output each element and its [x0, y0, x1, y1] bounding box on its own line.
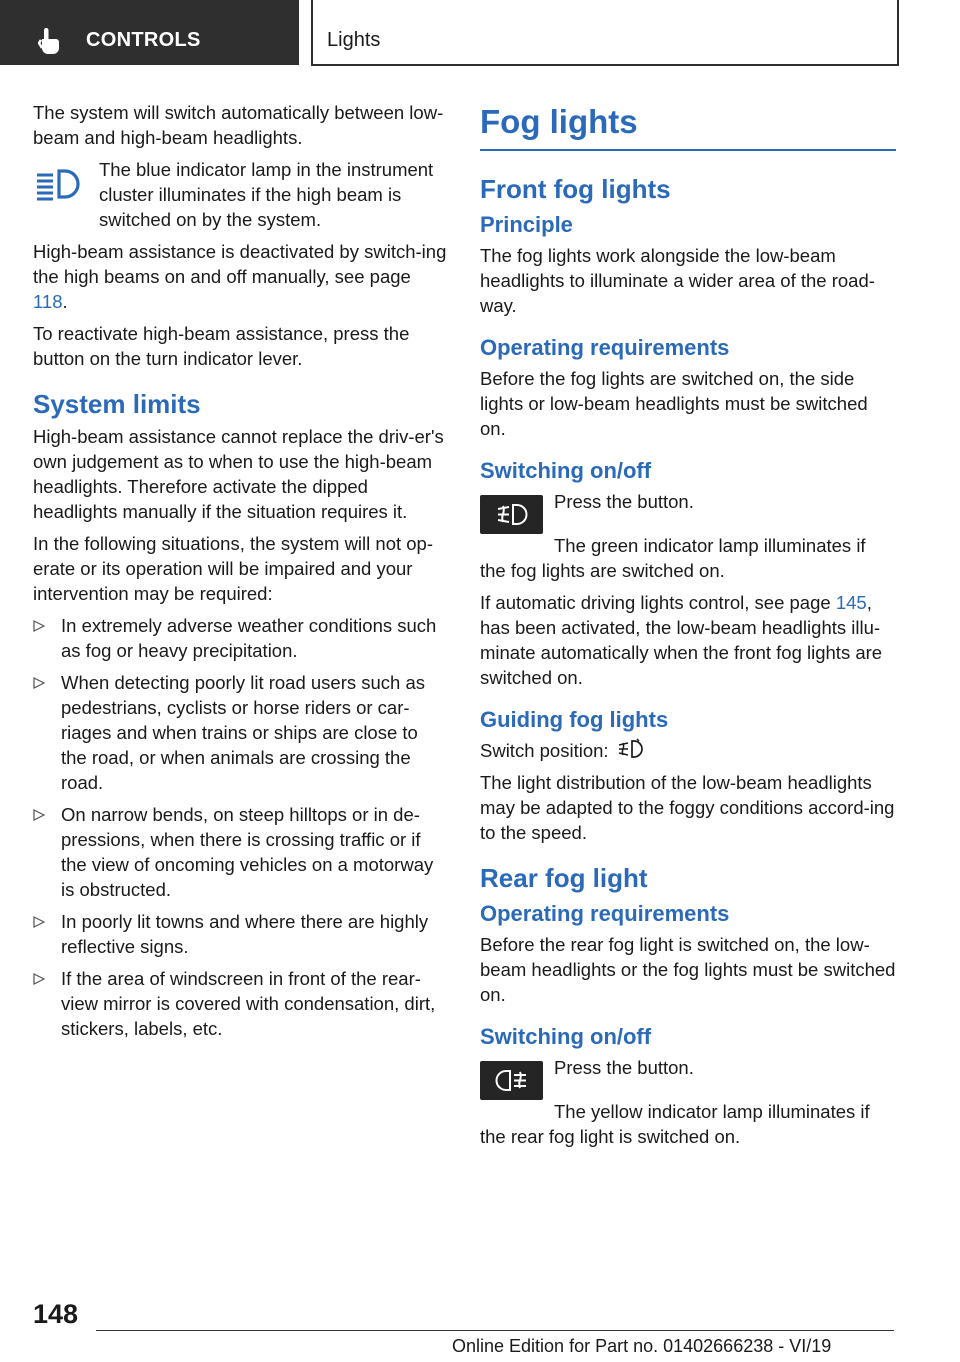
triangle-bullet-icon	[33, 677, 45, 689]
paragraph-press-button-rear: Press the button.	[554, 1057, 694, 1078]
text-deactivate: High-beam assistance is deactivated by switch-ing the high beams on and off manually, see page	[33, 241, 447, 287]
paragraph-blue-indicator: The blue indicator lamp in the instrument cluster illuminates if the high beam is switched on by the system.	[99, 159, 434, 230]
heading-switching-on-off: Switching on/off	[480, 458, 652, 483]
section-tab-controls[interactable]	[0, 0, 299, 65]
edition-text: Online Edition for Part no. 01402666238 - VI/19	[452, 1336, 832, 1356]
text-switch-position: Switch position:	[480, 740, 609, 761]
footer-divider	[96, 1330, 894, 1331]
rear-fog-button-row	[480, 1055, 896, 1105]
high-beam-indicator-icon	[33, 167, 83, 201]
list-item-text: If the area of windscreen in front of the rear-view mirror is covered with condensation, dirt, stickers, labels, etc.	[61, 968, 436, 1039]
text-auto-lights-rest: , has been activated, the low-beam headlights illu-minate automatically when the front fog lights are switched on.	[480, 592, 883, 688]
paragraph-reactivate: To reactivate high-beam assistance, press the button on the turn indicator lever.	[33, 323, 410, 369]
page-header	[0, 0, 960, 66]
page-link-118[interactable]: 118	[33, 291, 63, 312]
heading-rear-fog: Rear fog light	[480, 863, 648, 893]
list-item-text: On narrow bends, on steep hilltops or in de-pressions, when there is crossing traffic or if the view of oncoming vehicles on a motorway is obstructed.	[61, 804, 434, 900]
paragraph-requirements: Before the fog lights are switched on, the side lights or low-beam headlights must be switched on.	[480, 368, 868, 439]
high-beam-indicator-row	[33, 157, 447, 232]
heading-operating-requirements: Operating requirements	[480, 335, 730, 360]
page-link-145[interactable]: 145	[835, 592, 867, 613]
list-item	[33, 613, 447, 663]
front-fog-light-button-icon	[480, 495, 543, 534]
triangle-bullet-icon	[33, 973, 45, 985]
heading-operating-requirements-rear: Operating requirements	[480, 901, 730, 926]
rear-fog-button[interactable]	[480, 1061, 543, 1100]
triangle-bullet-icon	[33, 916, 45, 928]
section-tab-label: CONTROLS	[86, 29, 201, 51]
list-item	[33, 966, 447, 1041]
paragraph-switch-position	[480, 738, 896, 763]
list-item-text: When detecting poorly lit road users such as pedestrians, cyclists or horse riders or car-riages and when trains or ships are close to the road, or when animals are crossing the road.	[61, 672, 426, 793]
left-column	[33, 100, 447, 1048]
heading-system-limits: System limits	[33, 389, 201, 419]
text-auto-lights: If automatic driving lights control, see page	[480, 592, 836, 613]
rear-fog-light-button-icon	[480, 1061, 543, 1100]
guiding-fog-light-icon	[617, 738, 643, 760]
list-item	[33, 909, 447, 959]
paragraph-auto-lights	[480, 590, 896, 690]
paragraph-guiding: The light distribution of the low-beam headlights may be adapted to the foggy conditions accord-ing to the speed.	[480, 772, 895, 843]
list-item-text: In poorly lit towns and where there are highly reflective signs.	[61, 911, 429, 957]
front-fog-button-row	[480, 489, 896, 539]
list-item	[33, 670, 447, 795]
paragraph-limits: High-beam assistance cannot replace the driv-er's own judgement as to when to use the high-beam headlights. Therefore activate the dipped headlights manually if the situation requires it.	[33, 426, 444, 522]
paragraph-requirements-rear: Before the rear fog light is switched on, the low-beam headlights or the fog lights must be switched on.	[480, 934, 896, 1005]
situations-list	[33, 613, 447, 1041]
hand-pointer-icon	[38, 26, 62, 56]
list-item	[33, 802, 447, 902]
list-item-text: In extremely adverse weather conditions such as fog or heavy precipitation.	[61, 615, 437, 661]
paragraph-situations: In the following situations, the system will not op-erate or its operation will be impaired and your intervention may be required:	[33, 533, 433, 604]
chapter-tab-lights[interactable]	[311, 0, 899, 66]
paragraph-yellow-indicator: The yellow indicator lamp illuminates if the rear fog light is switched on.	[480, 1101, 870, 1147]
paragraph-green-indicator: The green indicator lamp illuminates if the fog lights are switched on.	[480, 535, 866, 581]
paragraph-auto-switch: The system will switch automatically between low-beam and high-beam headlights.	[33, 102, 444, 148]
page-title: Fog lights	[480, 102, 896, 151]
right-column	[480, 100, 896, 1156]
heading-switching-on-off-rear: Switching on/off	[480, 1024, 652, 1049]
heading-guiding-fog: Guiding fog lights	[480, 707, 669, 732]
paragraph-principle: The fog lights work alongside the low-beam headlights to illuminate a wider area of the road-way.	[480, 245, 875, 316]
paragraph-press-button: Press the button.	[554, 491, 694, 512]
front-fog-button[interactable]	[480, 495, 543, 534]
heading-principle: Principle	[480, 212, 573, 237]
text-period: .	[62, 291, 68, 312]
triangle-bullet-icon	[33, 809, 45, 821]
chapter-tab-label: Lights	[327, 29, 381, 51]
paragraph-deactivate	[33, 239, 447, 314]
page-number: 148	[33, 1299, 79, 1329]
triangle-bullet-icon	[33, 620, 45, 632]
heading-front-fog: Front fog lights	[480, 174, 671, 204]
